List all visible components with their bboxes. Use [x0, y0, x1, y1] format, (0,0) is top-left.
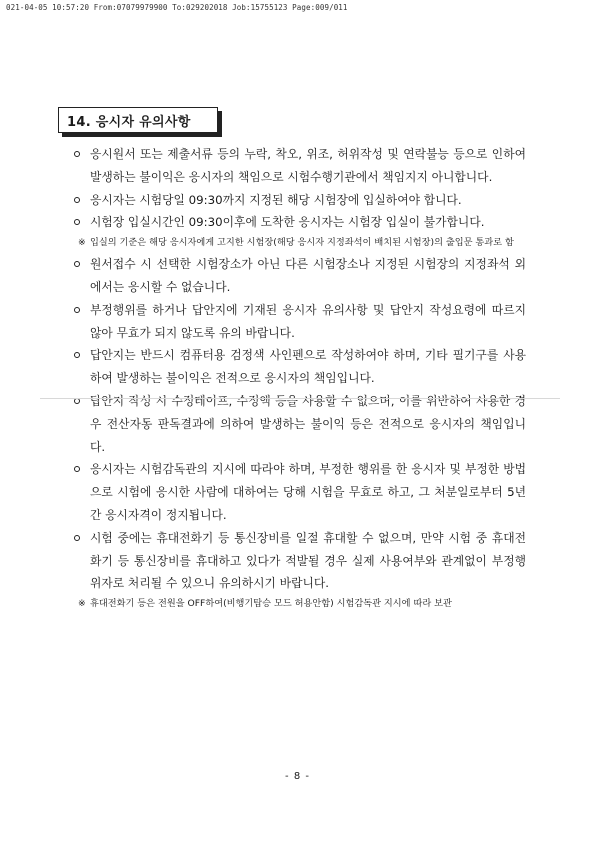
notice-item-text: 시험장 입실시간인 09:30이후에 도착한 응시자는 시험장 입실이 불가합니다. [90, 215, 485, 230]
notice-item [70, 527, 526, 595]
circle-bullet-icon [74, 197, 80, 203]
notice-item-text: 원서접수 시 선택한 시험장소가 아닌 다른 시험장소나 지정된 시험장의 지정좌석 외에서는 응시할 수 없습니다. [90, 257, 526, 294]
notice-item-text: 답안지 작성 시 수정테이프, 수정액 등을 사용할 수 없으며, 이를 위반하여 사용한 경우 전산자동 판독결과에 의하여 발생하는 불이익 등은 전적으로 응시자의 책임입니다. [90, 393, 526, 454]
circle-bullet-icon [74, 535, 80, 541]
reference-note [70, 597, 526, 611]
notice-item [70, 143, 526, 189]
notice-list [70, 143, 526, 614]
scan-fold-line [40, 398, 560, 399]
circle-bullet-icon [74, 466, 80, 472]
notice-item-text: 응시자는 시험감독관의 지시에 따라야 하며, 부정한 행위를 한 응시자 및 부정한 방법으로 시험에 응시한 사람에 대하여는 당해 시험을 무효로 하고, 그 처분일로부터 5년간 응시자격이 정지됩니다. [90, 462, 526, 522]
notice-item [70, 253, 526, 299]
circle-bullet-icon [74, 219, 80, 225]
circle-bullet-icon [74, 151, 80, 157]
notice-item [70, 344, 526, 390]
notice-item-text: 부정행위를 하거나 답안지에 기재된 응시자 유의사항 및 답안지 작성요령에 따르지 않아 무효가 되지 않도록 유의 바랍니다. [90, 302, 526, 340]
section-title: 14. 응시자 유의사항 [67, 114, 191, 130]
reference-mark-icon: ※ [78, 237, 86, 249]
circle-bullet-icon [74, 261, 80, 267]
notice-item-text: 시험 중에는 휴대전화기 등 통신장비를 일절 휴대할 수 없으며, 만약 시험 중 휴대전화기 등 통신장비를 휴대하고 있다가 적발될 경우 실제 사용여부와 관계없이 부정행위자로 처리될 수 있으니 유의하시기 바랍니다. [90, 530, 526, 591]
notice-item-text: 응시원서 또는 제출서류 등의 누락, 착오, 위조, 허위작성 및 연락불능 등으로 인하여 발생하는 불이익은 응시자의 책임으로 시험수행기관에서 책임지지 아니합니다. [90, 147, 526, 184]
reference-mark-icon: ※ [78, 598, 86, 610]
notice-item-text: 응시자는 시험당일 09:30까지 지정된 해당 시험장에 입실하여야 합니다. [90, 192, 462, 207]
reference-note-text: 휴대전화기 등은 전원을 OFF하여(비행기탑승 모드 허용안함) 시험감독관 지시에 따라 보관 [90, 598, 452, 610]
page-number: - 8 - [285, 771, 310, 782]
section-heading-box [58, 107, 218, 133]
fax-header: 021-04-05 10:57:20 From:07079979900 To:029202018 Job:15755123 Page:009/011 [6, 3, 348, 12]
notice-item [70, 390, 526, 458]
reference-note-text: 입실의 기준은 해당 응시자에게 고지한 시험장(해당 응시자 지정좌석이 배치된 시험장)의 출입문 통과로 함 [90, 237, 514, 249]
notice-item-text: 답안지는 반드시 컴퓨터용 검정색 사인펜으로 작성하여야 하며, 기타 필기구를 사용하여 발생하는 불이익은 전적으로 응시자의 책임입니다. [90, 348, 526, 386]
notice-item [70, 189, 526, 212]
circle-bullet-icon [74, 352, 80, 358]
notice-item [70, 458, 526, 526]
notice-item [70, 211, 526, 234]
circle-bullet-icon [74, 307, 80, 313]
reference-note [70, 236, 526, 250]
notice-item [70, 299, 526, 345]
